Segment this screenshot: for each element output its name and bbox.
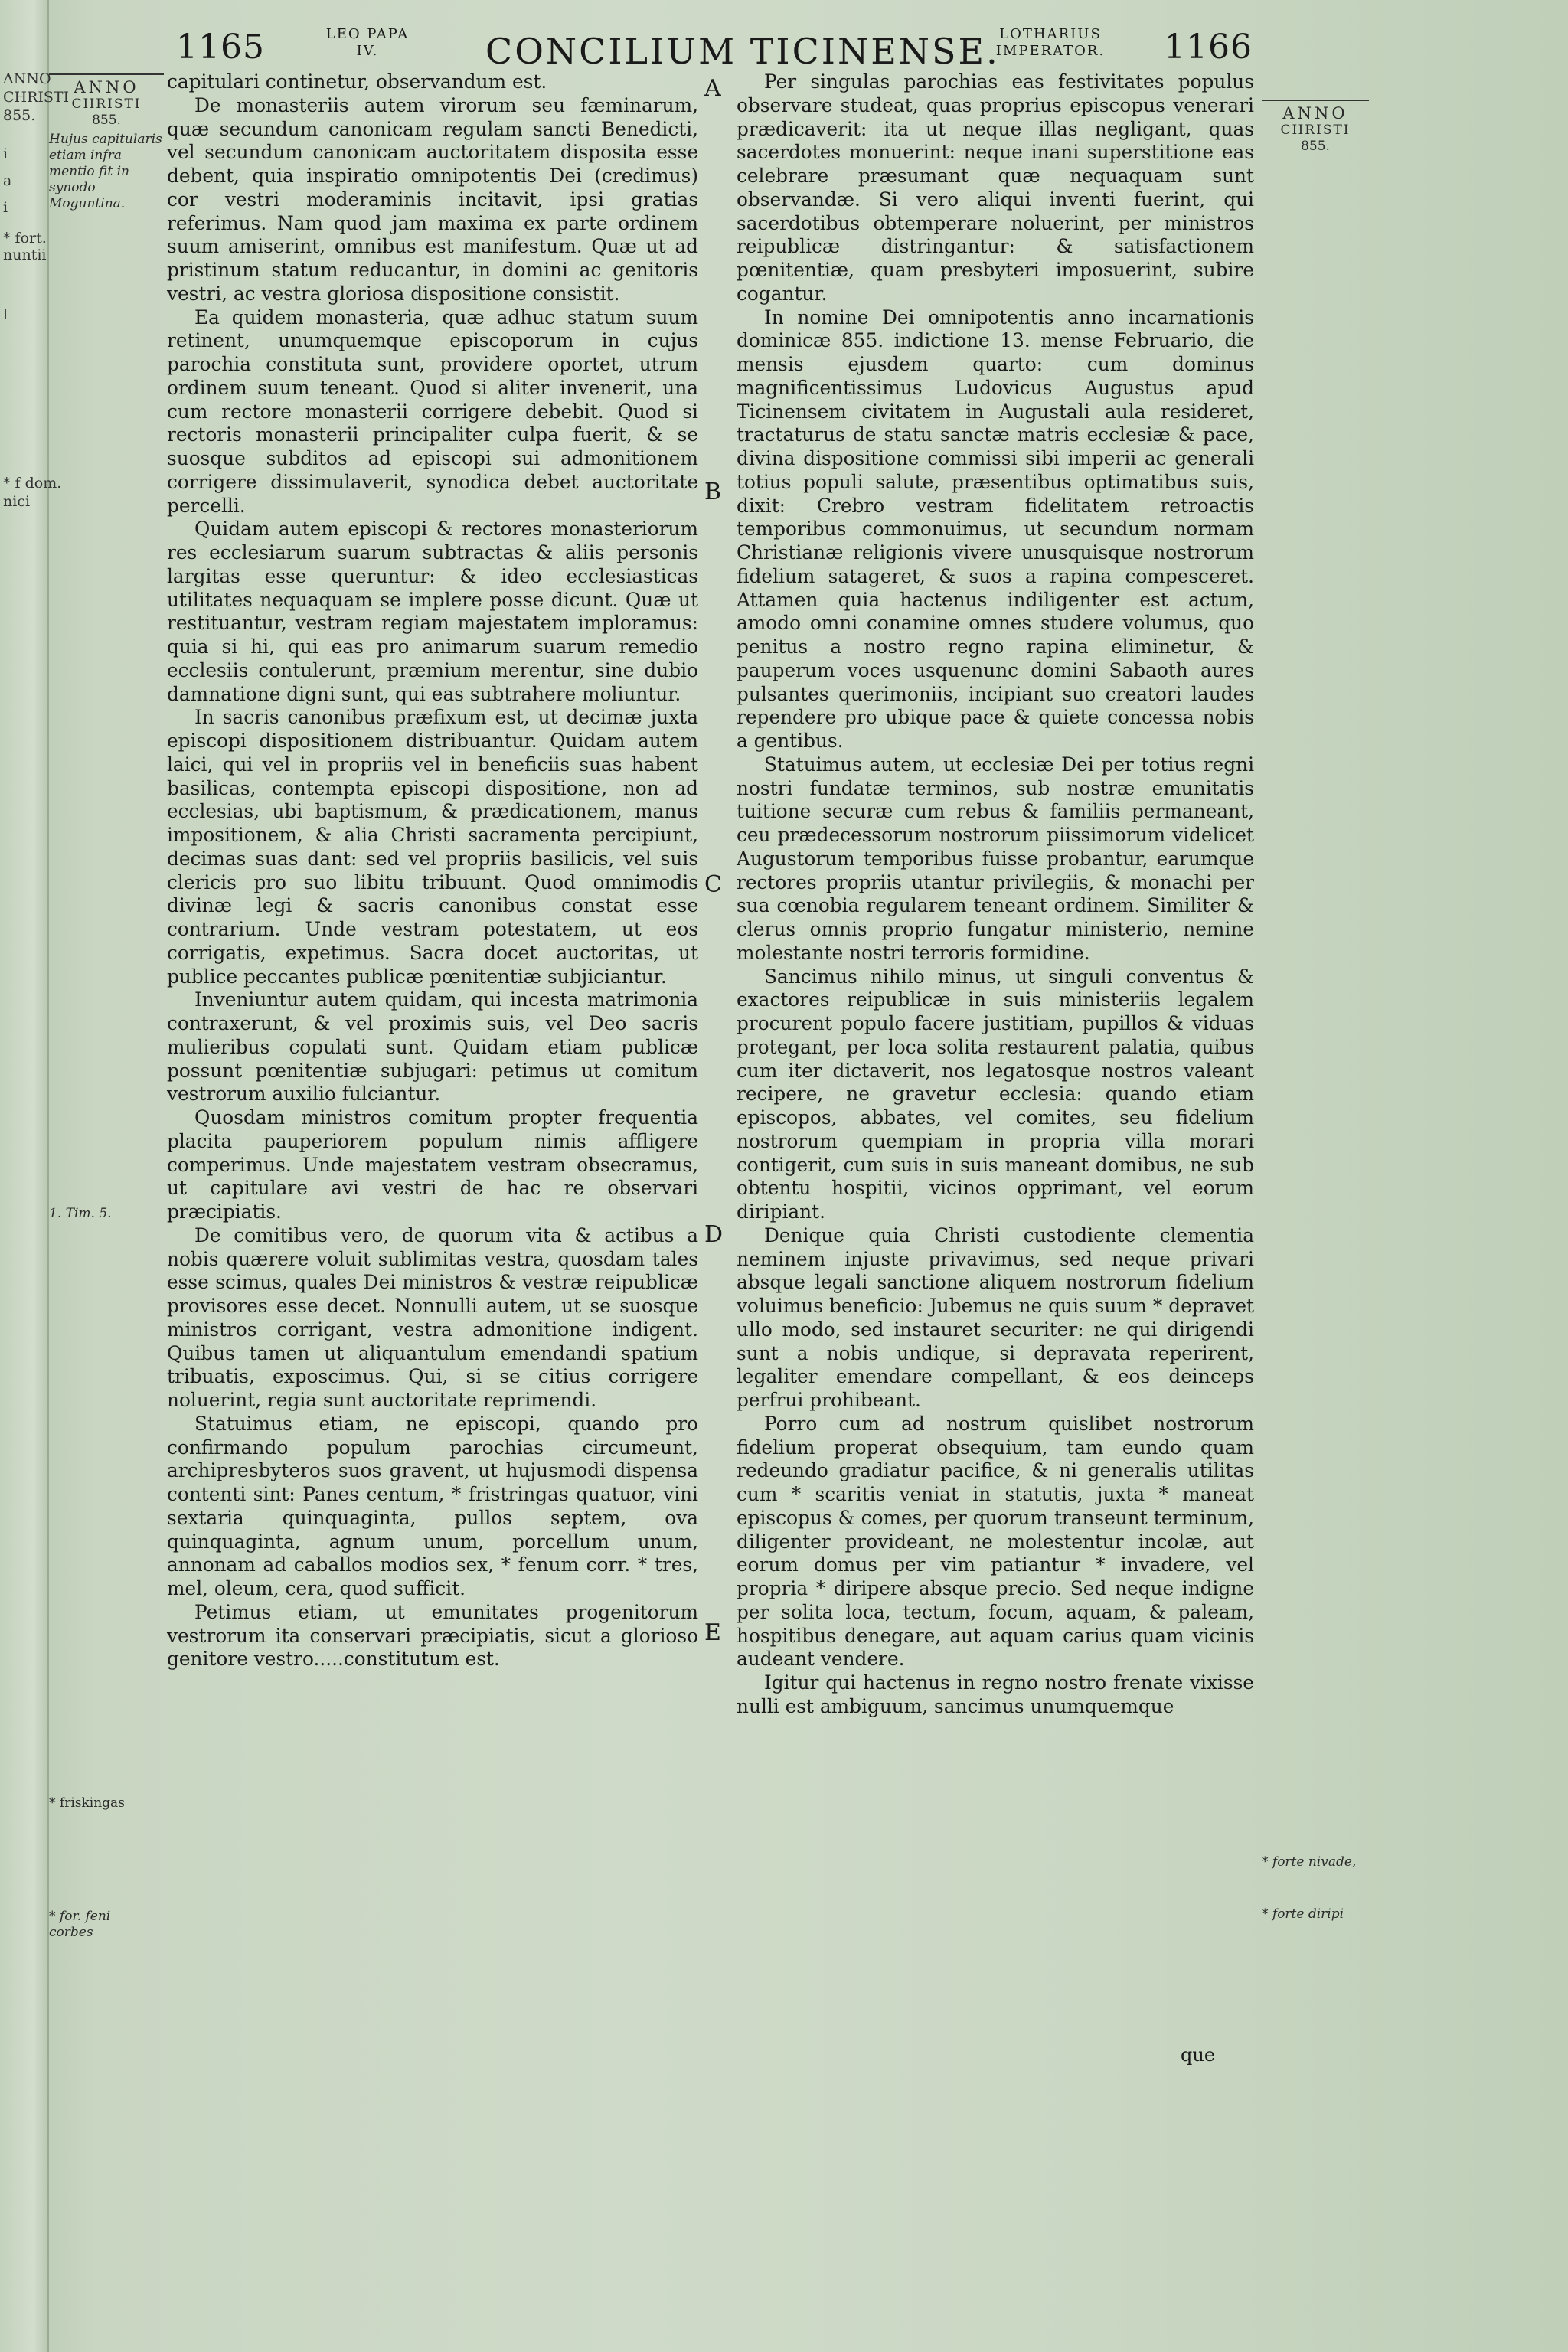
header-emperor — [982, 26, 1119, 60]
edge-fragment: nuntii — [3, 247, 47, 263]
page-number-right: 1166 — [1164, 28, 1253, 67]
year-label: 855. — [1301, 139, 1330, 154]
margin-reference: 1. Tim. 5. — [49, 1206, 112, 1221]
header-title: CONCILIUM TICINENSE. — [485, 31, 1000, 72]
margin-note-friskingas: * friskingas — [49, 1795, 125, 1811]
edge-fragment: * fort. — [3, 230, 47, 247]
margin-note-nivade: * forte nivade, — [1262, 1854, 1357, 1870]
paragraph: Sancimus nihilo minus, ut singuli conventus & exactores reipublicæ in suis ministeriis legalem procurent populo facere justitiam, pupillos & viduas protegant, per loca solita restaurent palatia, quibus cum iter dictaverit, nos legatosque nostros valeant recipere, ne gravetur ecclesia: quando etiam episcopos, abbates, vel comites, seu fidelium nostrorum quempiam in propria villa morari contigerit, cum suis in suis maneant domibus, ne sub obtentu hospitii, vicinos opprimant, vel eorum diripiant. — [737, 965, 1254, 1223]
paragraph: In sacris canonibus præfixum est, ut decimæ juxta episcopi dispositionem distribuantur. Quidam autem laici, qui vel in propriis vel in beneficiis suas habent basilicas, contempta episcopi dispositione, non ad ecclesias, ubi baptismum, & prædicationem, manus impositionem, & alia Christi sacramenta percipiunt, decimas suas dant: sed vel propriis basilicis, vel suis clericis pro suo libitu tribuunt. Quod omnimodis divinæ legi & sacris canonibus constat esse contrarium. Unde vestram potestatem, ut eos corrigatis, expetimus. Sacra docet auctoritas, ut publice peccantes publicæ pœnitentiæ subjiciantur. — [167, 706, 698, 988]
paragraph: Statuimus etiam, ne episcopi, quando pro confirmando populum parochias circumeunt, archipresbyteros suos gravent, ut hujusmodi dispensa contenti sint: Panes centum, * fristringas quatuor, vini sextaria quinquaginta, pullos septem, ova quinquaginta, agnum unum, porcellum unum, annonam ad caballos modios sex, * fenum corr. * tres, mel, oleum, cera, quod sufficit. — [167, 1412, 698, 1599]
paragraph: Ea quidem monasteria, quæ adhuc statum suum retinent, unumquemque episcoporum in cujus parochia constituta sunt, providere oportet, utrum ordinem suum teneant. Quod si aliter invenerit, una cum rectore monasterii corrigere debebit. Quod si rectoris monasterii principaliter culpa fuerit, & se suosque subditos ad episcopi sui admonitionem corrigere dissimulaverit, synodica debet auctoritate percelli. — [167, 305, 698, 517]
edge-fragment: i — [3, 145, 8, 162]
edge-fragment: nici — [3, 493, 31, 510]
margin-note-feni: * for. feni corbes — [49, 1909, 111, 1940]
section-letter-b: B — [704, 479, 722, 505]
anno-label: ANNO — [1262, 100, 1369, 122]
edge-fragment: 855. — [3, 107, 36, 124]
section-letter-c: C — [704, 871, 722, 898]
paragraph: Per singulas parochias eas festivitates populus observare studeat, quas proprius episcopus venerari prædicaverit: ita ut neque illas negligant, quas sacerdotes monuerint: neque inani superstitione eas celebrare præsumant quæ nequaquam sunt observandæ. Si vero aliqui inventi fuerint, qui sacerdotibus obtemperare noluerint, per ministros reipublicæ distringantur: & satisfactionem pœnitentiæ, quam presbyteri imposuerint, subire cogantur. — [737, 70, 1254, 305]
left-text-column — [167, 70, 698, 1671]
page-number-left: 1165 — [176, 28, 265, 67]
paragraph: Quidam autem episcopi & rectores monasteriorum res ecclesiarum suarum subtractas & aliis personis largitas esse queruntur: & ideo ecclesiasticas utilitates nequaquam se implere posse dicunt. Quæ ut restituantur, vestram regiam majestatem imploramus: quia si hi, qui eas pro animarum suarum remedio ecclesiis contulerunt, præmium merentur, sine dubio damnatione digni sunt, qui eas subtrahere moliuntur. — [167, 518, 698, 705]
adjacent-page-edge — [0, 0, 70, 2352]
margin-note: Hujus capitularis etiam infra mentio fit in synodo Moguntina. — [49, 132, 162, 211]
paragraph: De comitibus vero, de quorum vita & actibus a nobis quærere voluit sublimitas vestra, quosdam tales esse scimus, quales Dei ministros & vestræ reipublicæ provisores esse decet. Nonnulli autem, ut se suosque ministros corrigant, vestra admonitione indigent. Quibus tamen ut aliquantulum emendandi spatium tribuatis, exposcimus. Qui, si se citius corrigere noluerint, regia sunt auctoritate reprimendi. — [167, 1223, 698, 1411]
header-emperor-name: LOTHARIUS — [999, 26, 1102, 42]
anno-label: ANNO — [49, 74, 164, 96]
right-text-column — [737, 70, 1254, 1719]
right-margin-year — [1262, 100, 1369, 155]
edge-fragment: i — [3, 199, 8, 216]
paragraph: Denique quia Christi custodiente clementia neminem injuste privavimus, sed neque privari absque legali sanctione aliquem nostrorum fidelium voluimus beneficio: Jubemus ne quis suum * depravet ullo modo, sed instauret securiter: ne qui dirigendi sunt a nobis undique, si depravata reperirent, legaliter emendare compellant, & eos deinceps perfrui prohibeant. — [737, 1223, 1254, 1411]
section-letter-a: A — [704, 75, 721, 102]
paragraph: In nomine Dei omnipotentis anno incarnationis dominicæ 855. indictione 13. mense Februario, die mensis ejusdem quarto: cum dominus magnificentissimus Ludovicus Augustus apud Ticinensem civitatem in Augustali aula resideret, tractaturus de statu sanctæ matris ecclesiæ & pace, divina dispositione commissi sibi imperii ac generali totius populi salute, præsentibus optimatibus suis, dixit: Crebro vestram fidelitatem retroactis temporibus commonuimus, ut secundum normam Christianæ religionis vivere unusquisque nostrorum fidelium satageret, & suos a rapina compesceret. Attamen quia hactenus indiligenter est actum, amodo omni conamine omnes studere volumus, quo penitus a nostro regno rapina eliminetur, & pauperum voces usquenunc domini Sabaoth aures pulsantes querimoniis, incipiant suo creatori laudes rependere pro ubique pace & quiete concessa nobis a gentibus. — [737, 305, 1254, 752]
header-pope — [322, 26, 413, 60]
running-header — [0, 23, 1568, 77]
paragraph: Porro cum ad nostrum quislibet nostrorum fidelium properat obsequium, tam eundo quam redeundo gradiatur pacifice, & ni generalis utilitas cum * scaritis veniat in statutis, juxta * maneat episcopus & comes, per quorum transeunt terminum, diligenter provideant, ne molestentur incolæ, aut eorum domus per vim patiantur * invadere, vel propria * diripere absque precio. Sed neque indigne per solita loca, tectum, focum, aquam, & paleam, hospitibus denegare, aut aquam carius quam vicinis audeant vendere. — [737, 1412, 1254, 1671]
paragraph: Inveniuntur autem quidam, qui incesta matrimonia contraxerunt, & vel proximis suis, vel Deo sacris mulieribus copulati sunt. Quidam etiam publicæ possunt pœnitentiæ subjugari: petimus ut comitum vestrorum auxilio fulciantur. — [167, 988, 698, 1106]
edge-fragment: l — [3, 306, 8, 323]
paragraph: Statuimus autem, ut ecclesiæ Dei per totius regni nostri fundatæ terminos, sub nostræ emunitatis tuitione securæ cum rebus & familiis permaneant, ceu prædecessorum nostrorum piissimorum videlicet Augustorum temporibus fuisse probantur, earumque rectores propriis utantur privilegiis, & monachi per sua cœnobia regularem teneant ordinem. Similiter & clerus omnis proprio fungatur ministerio, nemine molestante nostri terroris formidine. — [737, 753, 1254, 964]
left-margin-year — [49, 74, 164, 212]
margin-note-diripi: * forte diripi — [1262, 1906, 1344, 1922]
paragraph: capitulari continetur, observandum est. — [167, 70, 547, 93]
edge-fragment: a — [3, 172, 12, 189]
edge-fragment: * f dom. — [3, 475, 62, 492]
catchword: que — [1181, 2044, 1216, 2066]
christi-label: CHRISTI — [71, 96, 142, 112]
christi-label: CHRISTI — [1280, 122, 1351, 138]
header-emperor-title: IMPERATOR. — [995, 43, 1106, 59]
section-letter-e: E — [704, 1619, 721, 1646]
header-pope-number: IV. — [356, 43, 379, 59]
paragraph: De monasteriis autem virorum seu fæminarum, quæ secundum canonicam regulam sancti Benedicti, vel secundum canonicam auctoritatem disposita esse debent, quia inspiratio omnipotentis Dei (credimus) cor vestri moderaminis incitavit, ipsi gratias referimus. Nam quod jam maxima ex parte ordinem suum amiserint, omnibus est manifestum. Quæ ut ad pristinum statum reducantur, in domini ac genitoris vestri, ac vestra gloriosa dispositione consistit. — [167, 93, 698, 305]
paragraph: Igitur qui hactenus in regno nostro frenate vixisse nulli est ambiguum, sancimus unumquemque — [737, 1671, 1254, 1717]
year-label: 855. — [92, 113, 121, 128]
edge-fragment: ANNO — [3, 70, 51, 87]
paragraph: Petimus etiam, ut emunitates progenitorum vestrorum ita conservari præcipiatis, sicut a glorioso genitore vestro.....constitutum est. — [167, 1600, 698, 1671]
edge-fragment: CHRISTI — [3, 89, 70, 106]
header-pope-name: LEO PAPA — [325, 26, 410, 42]
paragraph: Quosdam ministros comitum propter frequentia placita pauperiorem populum nimis affligere comperimus. Unde majestatem vestram obsecramus, ut capitulare avi vestri de hac re observari præcipiatis. — [167, 1106, 698, 1223]
section-letter-d: D — [704, 1221, 724, 1248]
